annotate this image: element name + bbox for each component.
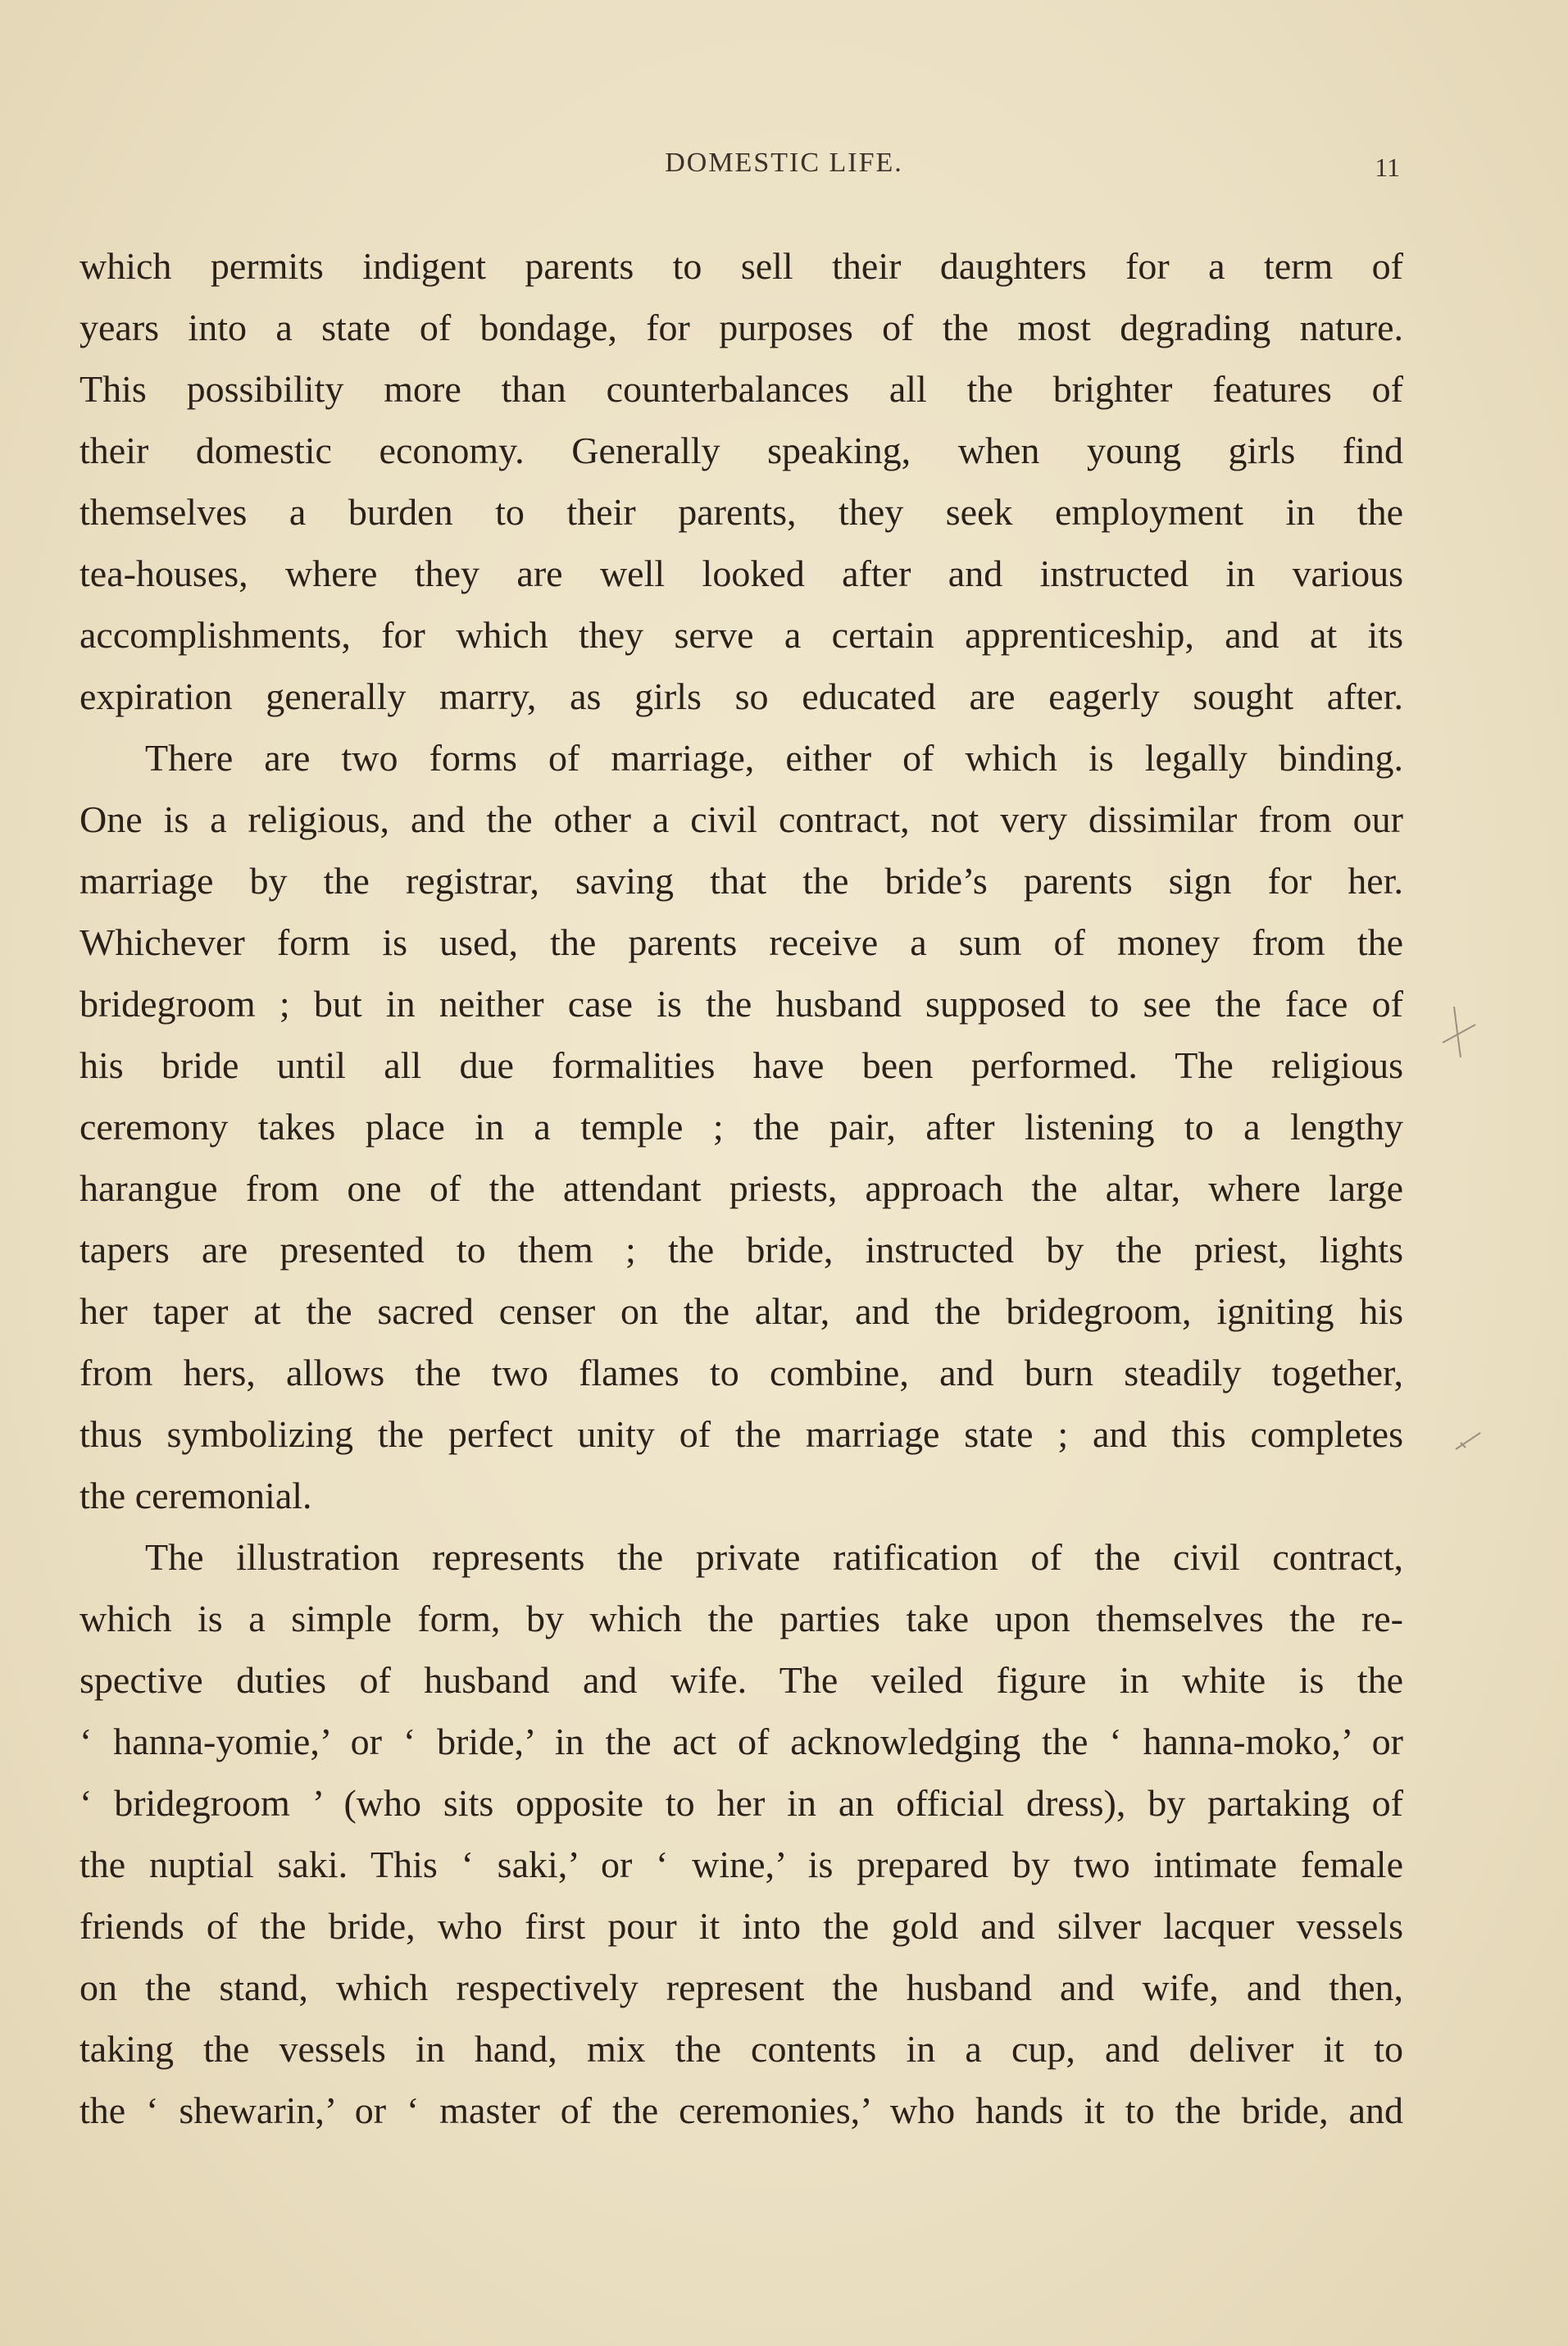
text-line: marriage by the registrar, saving that the bride’s parents sign for her. (80, 860, 1403, 902)
text-line: from hers, allows the two flames to combine, and burn steadily together, (80, 1352, 1403, 1394)
text-line: which is a simple form, by which the parties take upon themselves the re- (80, 1598, 1403, 1639)
margin-pencil-mark (1436, 1000, 1485, 1066)
text-line: tea-houses, where they are well looked after and instructed in various (80, 552, 1403, 594)
text-line: spective duties of husband and wife. The veiled figure in white is the (80, 1659, 1403, 1701)
page-number: 11 (1375, 152, 1400, 182)
text-line: years into a state of bondage, for purposes of the most degrading nature. (80, 307, 1403, 348)
running-title: DOMESTIC LIFE. (665, 148, 903, 178)
text-line: thus symbolizing the perfect unity of the marriage state ; and this completes (80, 1413, 1403, 1455)
text-line: her taper at the sacred censer on the altar, and the bridegroom, igniting his (80, 1290, 1403, 1332)
text-line: taking the vessels in hand, mix the contents in a cup, and deliver it to (80, 2028, 1403, 2070)
text-line: their domestic economy. Generally speaking, when young girls find (80, 430, 1403, 471)
text-line: which permits indigent parents to sell their daughters for a term of (80, 245, 1403, 287)
text-line: the nuptial saki. This ‘ saki,’ or ‘ wine,’ is prepared by two intimate female (80, 1844, 1403, 1885)
text-line: ‘ bridegroom ’ (who sits opposite to her in an official dress), by partaking of (80, 1782, 1403, 1824)
text-line: bridegroom ; but in neither case is the husband supposed to see the face of (80, 983, 1403, 1025)
text-line: accomplishments, for which they serve a certain apprenticeship, and at its (80, 614, 1403, 656)
text-line: This possibility more than counterbalances all the brighter features of (80, 368, 1403, 410)
text-line: his bride until all due formalities have been performed. The religious (80, 1044, 1403, 1086)
text-line: tapers are presented to them ; the bride, instructed by the priest, lights (80, 1229, 1403, 1271)
text-line: friends of the bride, who first pour it into the gold and silver lacquer vessels (80, 1905, 1403, 1947)
margin-pencil-mark (1452, 1425, 1485, 1457)
text-line: ceremony takes place in a temple ; the pair, after listening to a lengthy (80, 1106, 1403, 1148)
text-line: on the stand, which respectively represent the husband and wife, and then, (80, 1966, 1403, 2008)
text-line: One is a religious, and the other a civil contract, not very dissimilar from our (80, 798, 1403, 840)
text-line: themselves a burden to their parents, they seek employment in the (80, 491, 1403, 533)
text-line: The illustration represents the private ratification of the civil contract, (145, 1536, 1403, 1578)
body-text (80, 235, 1403, 2141)
text-line: Whichever form is used, the parents receive a sum of money from the (80, 921, 1403, 963)
text-line: the ceremonial. (80, 1475, 312, 1516)
text-line: ‘ hanna-yomie,’ or ‘ bride,’ in the act of acknowledging the ‘ hanna-moko,’ or (80, 1721, 1403, 1762)
text-line: There are two forms of marriage, either of which is legally binding. (145, 737, 1403, 779)
text-line: expiration generally marry, as girls so educated are eagerly sought after. (80, 675, 1403, 717)
text-line: harangue from one of the attendant priests, approach the altar, where large (80, 1167, 1403, 1209)
text-line: the ‘ shewarin,’ or ‘ master of the ceremonies,’ who hands it to the bride, and (80, 2089, 1403, 2131)
running-head (0, 148, 1568, 189)
